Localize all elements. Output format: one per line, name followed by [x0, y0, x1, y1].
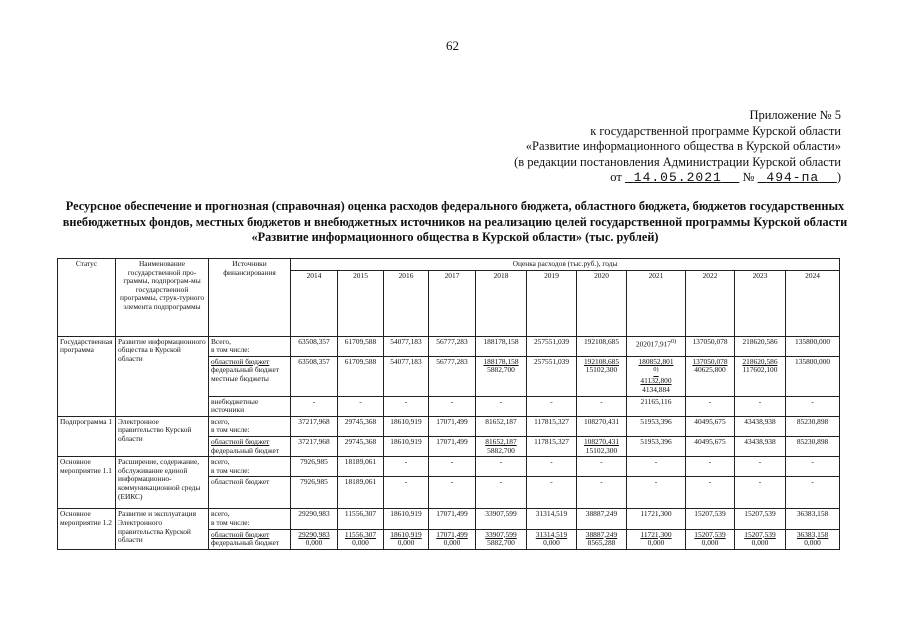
- page-number: 62: [446, 38, 459, 53]
- value-cell: 108270,431 15102,300: [577, 437, 627, 457]
- value-cell: 51953,396: [627, 416, 686, 436]
- value-cell: -: [686, 477, 735, 509]
- col-sources: Источники финансирования: [209, 259, 291, 337]
- value-cell: 56777,283: [429, 356, 476, 396]
- year-2017: 2017: [429, 270, 476, 336]
- value-cell: 54077,183: [384, 356, 429, 396]
- value-cell: 56777,283: [429, 336, 476, 356]
- year-2021: 2021: [627, 270, 686, 336]
- value-cell: -: [384, 457, 429, 477]
- value-cell: -: [338, 396, 384, 416]
- value-cell: 43438,938: [735, 416, 786, 436]
- value-cell: -: [384, 396, 429, 416]
- name-cell: Электронное правительство Курской области: [116, 416, 209, 456]
- value-cell: 63508,357: [291, 356, 338, 396]
- value-cell: -: [577, 457, 627, 477]
- value-cell: 135800,000: [786, 336, 840, 356]
- value-cell: 18610,919: [384, 416, 429, 436]
- source-cell: Всего, в том числе:: [209, 336, 291, 356]
- table-row: [58, 336, 840, 356]
- source-cell: всего, в том числе:: [209, 509, 291, 529]
- year-2023: 2023: [735, 270, 786, 336]
- status-cell: Основное мероприятие 1.2: [58, 509, 116, 549]
- value-cell: 192108,685 15102,300: [577, 356, 627, 396]
- value-cell: 61709,588: [338, 356, 384, 396]
- value-cell: 40495,675: [686, 416, 735, 436]
- value-cell: -: [476, 457, 527, 477]
- value-cell: -: [429, 396, 476, 416]
- value-cell: 21165,116: [627, 396, 686, 416]
- value-cell: -: [527, 477, 577, 509]
- name-cell: Развитие информационного общества в Курской области: [116, 336, 209, 416]
- appendix-header: [514, 108, 841, 186]
- appendix-line-1: Приложение № 5: [749, 108, 841, 122]
- value-cell: 7926,985: [291, 457, 338, 477]
- value-cell: 18610,919 0,000: [384, 529, 429, 549]
- value-cell: 202017,917$^{0)}$: [627, 336, 686, 356]
- value-cell: 29745,368: [338, 416, 384, 436]
- value-cell: -: [627, 457, 686, 477]
- value-cell: 85230,898: [786, 416, 840, 436]
- value-cell: 135800,000: [786, 356, 840, 396]
- value-cell: 29745,368: [338, 437, 384, 457]
- value-cell: -: [291, 396, 338, 416]
- year-2018: 2018: [476, 270, 527, 336]
- value-cell: 18189,061: [338, 477, 384, 509]
- value-cell: 257551,039: [527, 356, 577, 396]
- value-cell: 11556,307: [338, 509, 384, 529]
- value-cell: -: [735, 457, 786, 477]
- value-cell: -: [786, 477, 840, 509]
- value-cell: -: [476, 477, 527, 509]
- col-name: Наименование государственной про-граммы, подпрограм-мы государственной программы, струк-турного элемента подпрограммы: [116, 259, 209, 337]
- value-cell: 33907,599 5882,700: [476, 529, 527, 549]
- resolution-date-line: [514, 170, 841, 186]
- value-cell: 137050,078 40625,800: [686, 356, 735, 396]
- source-cell: всего, в том числе:: [209, 416, 291, 436]
- resolution-date: 14.05.2021: [633, 170, 722, 185]
- value-cell: 117815,327: [527, 437, 577, 457]
- value-cell: 18610,919: [384, 437, 429, 457]
- value-cell: -: [577, 477, 627, 509]
- value-cell: 7926,985: [291, 477, 338, 509]
- value-cell: 188178,158: [476, 336, 527, 356]
- value-cell: 54077,183: [384, 336, 429, 356]
- value-cell: 29290,983 0,000: [291, 529, 338, 549]
- appendix-line-2: к государственной программе Курской области: [590, 123, 841, 138]
- value-cell: 81652,187: [476, 416, 527, 436]
- name-cell: Развитие и эксплуатация Электронного правительства Курской области: [116, 509, 209, 549]
- value-cell: -: [577, 396, 627, 416]
- table-row: [58, 509, 840, 529]
- source-cell: областной бюджет: [209, 477, 291, 509]
- year-2020: 2020: [577, 270, 627, 336]
- value-cell: -: [686, 396, 735, 416]
- source-cell: областной бюджет федеральный бюджет: [209, 437, 291, 457]
- year-2022: 2022: [686, 270, 735, 336]
- document-title: Ресурсное обеспечение и прогнозная (справочная) оценка расходов федерального бюджета, областного бюджета, бюджетов государственных внебюджетных фондов, местных бюджетов и внебюджетных источников на реализацию целей государственной программы Курской области «Развитие информационного общества в Курской области» (тыс. рублей): [62, 199, 848, 244]
- value-cell: 11721,300 0,000: [627, 529, 686, 549]
- value-cell: 11556,307 0,000: [338, 529, 384, 549]
- value-cell: 85230,898: [786, 437, 840, 457]
- value-cell: -: [429, 477, 476, 509]
- value-cell: 31314,519: [527, 509, 577, 529]
- value-cell: 38887,249 8565,288: [577, 529, 627, 549]
- value-cell: 18610,919: [384, 509, 429, 529]
- value-cell: -: [429, 457, 476, 477]
- appendix-line-3: «Развитие информационного общества в Курской области»: [525, 139, 841, 153]
- value-cell: 18189,061: [338, 457, 384, 477]
- value-cell: -: [527, 396, 577, 416]
- status-cell: Государственная программа: [58, 336, 116, 416]
- date-prefix: от: [610, 170, 622, 184]
- value-cell: 15207,539: [686, 509, 735, 529]
- value-cell: 108270,431: [577, 416, 627, 436]
- col-estimate: Оценка расходов (тыс.руб.), годы: [291, 259, 840, 271]
- value-cell: -: [627, 477, 686, 509]
- value-cell: 11721,300: [627, 509, 686, 529]
- year-2015: 2015: [338, 270, 384, 336]
- year-2014: 2014: [291, 270, 338, 336]
- value-cell: -: [384, 477, 429, 509]
- value-cell: 188178,158 5882,700: [476, 356, 527, 396]
- value-cell: 17071,499: [429, 416, 476, 436]
- value-cell: -: [527, 457, 577, 477]
- value-cell: -: [786, 457, 840, 477]
- resource-table: [57, 258, 840, 550]
- value-cell: 29290,983: [291, 509, 338, 529]
- name-cell: Расширение, содержание, обслуживание единой информационно-коммуникационной среды (ЕИКС): [116, 457, 209, 509]
- value-cell: 15207,539: [735, 509, 786, 529]
- value-cell: 81652,187 5882,700: [476, 437, 527, 457]
- col-status: Статус: [58, 259, 116, 337]
- source-cell: областной бюджет федеральный бюджет местные бюджеты: [209, 356, 291, 396]
- value-cell: 192108,685: [577, 336, 627, 356]
- value-cell: -: [476, 396, 527, 416]
- value-cell: -: [786, 396, 840, 416]
- status-cell: Основное мероприятие 1.1: [58, 457, 116, 509]
- source-cell: внебюджетные источники: [209, 396, 291, 416]
- value-cell: 15207,539 0,000: [686, 529, 735, 549]
- value-cell: 61709,588: [338, 336, 384, 356]
- status-cell: Подпрограмма 1: [58, 416, 116, 456]
- year-2016: 2016: [384, 270, 429, 336]
- value-cell: 117815,327: [527, 416, 577, 436]
- value-cell: 40495,675: [686, 437, 735, 457]
- source-cell: областной бюджет федеральный бюджет: [209, 529, 291, 549]
- source-cell: всего, в том числе:: [209, 457, 291, 477]
- value-cell: 31314,519 0,000: [527, 529, 577, 549]
- value-cell: 17071,499: [429, 509, 476, 529]
- value-cell: 218620,586: [735, 336, 786, 356]
- value-cell: 33907,599: [476, 509, 527, 529]
- value-cell: 51953,396: [627, 437, 686, 457]
- value-cell: 63508,357: [291, 336, 338, 356]
- number-prefix: №: [742, 170, 755, 184]
- table-row: [58, 457, 840, 477]
- value-cell: 17071,499 0,000: [429, 529, 476, 549]
- appendix-line-4: (в редакции постановления Администрации Курской области: [514, 154, 841, 169]
- value-cell: 180852,801 $^{0)}$ 41132,800 4134,884: [627, 356, 686, 396]
- value-cell: 36383,158: [786, 509, 840, 529]
- table-row: [58, 416, 840, 436]
- value-cell: -: [686, 457, 735, 477]
- table-header-row: [58, 259, 840, 271]
- year-2024: 2024: [786, 270, 840, 336]
- value-cell: 137050,078: [686, 336, 735, 356]
- value-cell: 17071,499: [429, 437, 476, 457]
- value-cell: 218620,586 117602,100: [735, 356, 786, 396]
- value-cell: 36383,158 0,000: [786, 529, 840, 549]
- value-cell: 38887,249: [577, 509, 627, 529]
- value-cell: -: [735, 396, 786, 416]
- value-cell: 15207,539 0,000: [735, 529, 786, 549]
- resolution-number: 494-па: [766, 170, 820, 185]
- value-cell: -: [735, 477, 786, 509]
- value-cell: 37217,968: [291, 437, 338, 457]
- closing-bracket: ): [836, 170, 841, 184]
- year-2019: 2019: [527, 270, 577, 336]
- value-cell: 43438,938: [735, 437, 786, 457]
- value-cell: 257551,039: [527, 336, 577, 356]
- value-cell: 37217,968: [291, 416, 338, 436]
